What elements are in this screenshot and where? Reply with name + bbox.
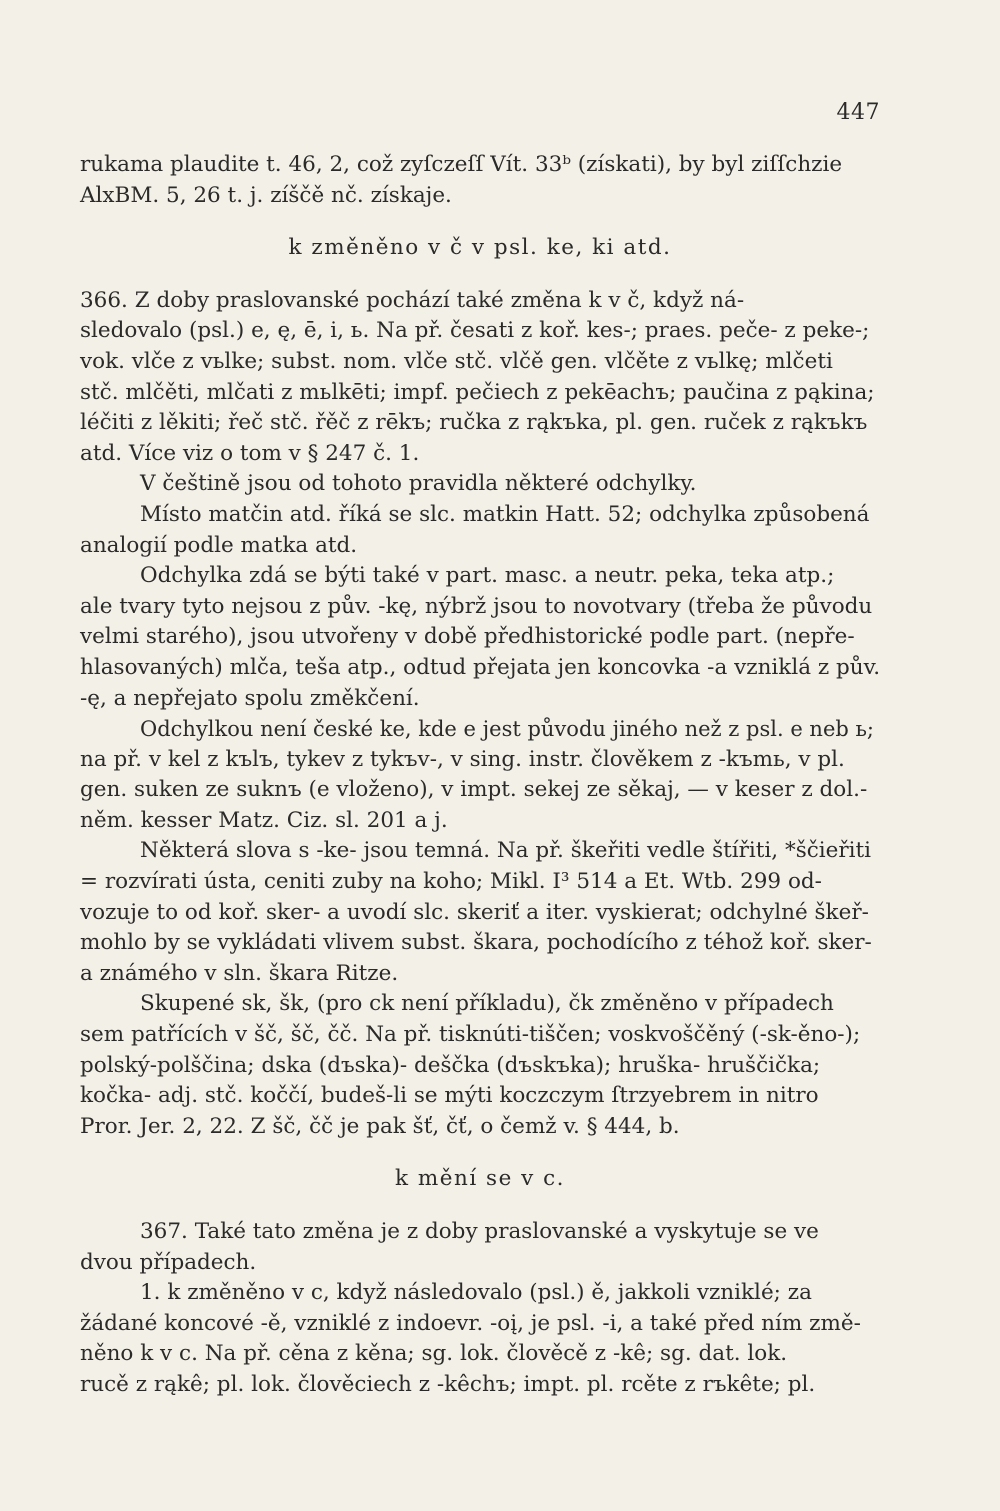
text-line: sem patřících v šč, šč, čč. Na př. tisknúti-tiščen; voskvoščěný (-sk-ěno-); <box>80 1022 861 1048</box>
text-line: vozuje to od koř. sker- a uvodí slc. skeriť a iter. vyskierat; odchylné škeř- <box>80 899 869 925</box>
text-line: atd. Více viz o tom v § 247 č. 1. <box>80 440 420 466</box>
text-line: velmi starého), jsou utvořeny v době předhistorické podle part. (nepře- <box>80 624 855 650</box>
text-line: analogií podle matka atd. <box>80 532 358 558</box>
text-line: léčiti z lěkiti; řeč stč. řěč z rēkъ; ručka z rąkъka, pl. gen. ruček z rąkъkъ <box>80 410 868 436</box>
text-line: mohlo by se vykládati vlivem subst. škara, pochodícího z téhož koř. sker- <box>80 930 872 956</box>
text-line: Odchylka zdá se býti také v part. masc. a neutr. peka, teka atp.; <box>140 563 835 589</box>
section-366 <box>80 286 880 1143</box>
text-line: ale tvary tyto nejsou z pův. -kę, nýbrž jsou to novotvary (třeba že původu <box>80 593 873 619</box>
text-line: stč. mlčěti, mlčati z mьlkēti; impf. pečiech z pekēachъ; paučina z pąkina; <box>80 379 875 405</box>
text-line: hlasovaných) mlča, teša atp., odtud přejata jen koncovka -a vzniklá z pův. <box>80 654 881 680</box>
text-line: Místo matčin atd. říká se slc. matkin Hatt. 52; odchylka způsobená <box>140 501 870 527</box>
text-line: Některá slova s -ke- jsou temná. Na př. škeřiti vedle štířiti, *ščieřiti <box>140 838 872 864</box>
text-line: 366. Z doby praslovanské pochází také změna k v č, když ná- <box>80 287 745 313</box>
text-line: AlxBM. 5, 26 t. j. zíščě nč. získaje. <box>80 182 452 208</box>
page-number: 447 <box>836 100 880 125</box>
text-line: vok. vlče z vьlke; subst. nom. vlče stč. vlčě gen. vlčěte z vьlkę; mlčeti <box>80 348 833 374</box>
text-line: polský-polščina; dska (dъska)- deščka (dъskъka); hruška- hruščička; <box>80 1052 821 1078</box>
page-text <box>80 150 880 1401</box>
text-line: 367. Také tato změna je z doby praslovanské a vyskytuje se ve <box>140 1219 819 1244</box>
text-line: sledovalo (psl.) e, ę, ē, i, ь. Na př. česati z koř. kes-; praes. peče- z peke-; <box>80 318 870 344</box>
text-line: Pror. Jer. 2, 22. Z šč, čč je pak šť, čť, o čemž v. § 444, b. <box>80 1113 680 1139</box>
text-line: Skupené sk, šk, (pro ck není příkladu), čk změněno v případech <box>140 991 834 1017</box>
text-line: rucě z rąkê; pl. lok. člověciech z -kêchъ; impt. pl. rcěte z rъkête; pl. <box>80 1371 816 1397</box>
section-367 <box>80 1217 880 1401</box>
text-line: žádané koncové -ě, vzniklé z indoevr. -oį, je psl. -i, a také před ním změ- <box>80 1310 861 1336</box>
text-line: Odchylkou není české ke, kde e jest původu jiného než z psl. e neb ь; <box>140 717 875 742</box>
text-line: V češtině jsou od tohoto pravidla některé odchylky. <box>140 471 697 497</box>
text-line: gen. suken ze suknъ (e vloženo), v impt. sekej ze sěkaj, — v keser z dol.- <box>80 777 868 803</box>
text-line: rukama plaudite t. 46, 2, což zyſczeſſ Vít. 33ᵇ (získati), by byl ziſſchzie <box>80 152 843 177</box>
text-line: 1. k změněno v c, když následovalo (psl.) ě, jakkoli vzniklé; za <box>140 1280 812 1306</box>
text-line: a známého v sln. škara Ritze. <box>80 960 399 986</box>
text-line: kočka- adj. stč. koččí, budeš-li se mýti koczczym ſtrzyebrem in nitro <box>80 1083 819 1109</box>
text-line: něm. kesser Matz. Ciz. sl. 201 a j. <box>80 807 448 833</box>
top-paragraph <box>80 150 880 211</box>
text-line: -ę, a nepřejato spolu změkčení. <box>80 685 420 711</box>
section-heading: k mění se v c. <box>395 1166 565 1192</box>
text-line: na př. v kel z kъlъ, tykev z tykъv-, v sing. instr. člověkem z -kъmь, v pl. <box>80 746 845 772</box>
text-line: = rozvírati ústa, ceniti zuby na koho; Mikl. I³ 514 a Et. Wtb. 299 od- <box>80 869 822 895</box>
text-line: dvou případech. <box>80 1249 257 1275</box>
text-line: něno k v c. Na př. cěna z kěna; sg. lok. člověcě z -kê; sg. dat. lok. <box>80 1341 788 1367</box>
section-heading: k změněno v č v psl. ke, ki atd. <box>288 235 672 261</box>
